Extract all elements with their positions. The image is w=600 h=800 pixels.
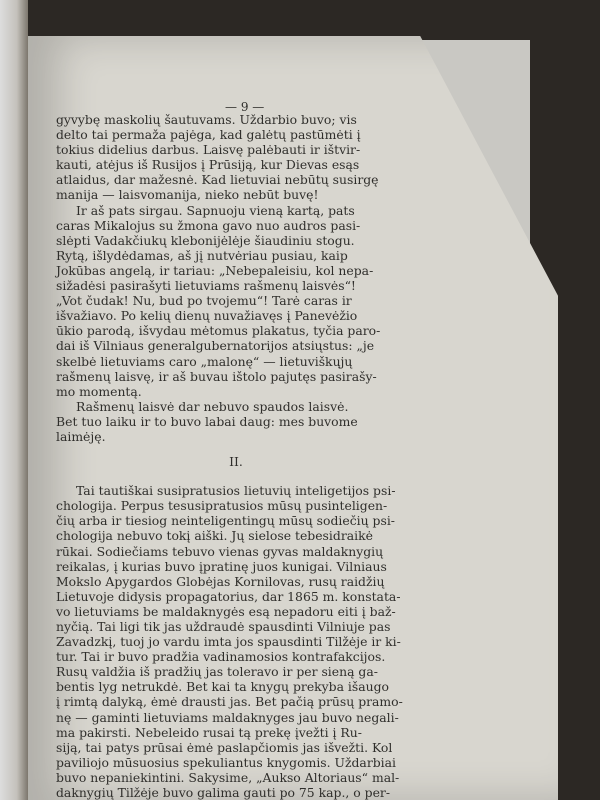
- text-line: Lietuvoje didysis propagatorius, dar 1865 m. konstata-: [56, 588, 401, 604]
- page-number: — 9 —: [225, 100, 265, 114]
- text-line: išvažiavo. Po kelių dienų nuvažiavęs į Panevėžio: [56, 308, 358, 324]
- text-line: manija — laisvomanija, nieko nebūt buvę!: [56, 187, 319, 203]
- paragraph-4: [56, 483, 416, 800]
- text-line: siją, tai patys prūsai ėmė paslapčiomis jas išvežti. Kol: [56, 739, 393, 755]
- text-line: caras Mikalojus su žmona gavo nuo audros pasi-: [56, 217, 361, 233]
- text-line: Bet tuo laiku ir to buvo labai daug: mes buvome: [56, 413, 358, 429]
- text-line: delto tai permaža pajėga, kad galėtų pastūmėti į: [56, 127, 361, 143]
- text-line: ma pakirsti. Nebeleido rusai tą prekę įvežti į Ru-: [56, 724, 362, 740]
- text-line: tur. Tai ir buvo pradžia vadinamosios kontrafakcijos.: [56, 649, 386, 665]
- text-line: sižadėsi pasirašyti lietuviams rašmenų laisvės“!: [56, 278, 356, 294]
- text-line: nę — gaminti lietuviams maldaknyges jau buvo negali-: [56, 709, 399, 725]
- text-line: dai iš Vilniaus generalgubernatorijos atsiųstus: „je: [56, 338, 375, 354]
- section-heading: II.: [229, 454, 243, 470]
- text-line: į rimtą dalyką, ėmė drausti jas. Bet pačią prūsų pramo-: [56, 694, 403, 710]
- text-line: Zavadzkį, tuoj jo vardu imta jos spausdinti Tilžėje ir ki-: [56, 634, 401, 650]
- book-binding-edge: [0, 0, 28, 800]
- page-text: [56, 96, 416, 800]
- text-line: slėpti Vadakčiukų klebonijėlėje šiaudiniu stogu.: [56, 232, 355, 248]
- text-line: chologija nebuvo tokį aiški. Jų sielose tebesidraikė: [56, 528, 373, 544]
- text-line: rašmenų laisvę, ir aš buvau ištolo pajutęs pasirašy-: [56, 368, 377, 384]
- text-line: vo lietuviams be maldaknygės esą nepadoru eiti į baž-: [56, 603, 396, 619]
- text-line: chologija. Perpus tesusipratusios mūsų pusinteligen-: [56, 498, 388, 514]
- paragraph-3: [56, 399, 416, 444]
- text-line: skelbė lietuviams caro „malonę“ — lietuviškųjų: [56, 353, 353, 369]
- text-line: tokius didelius darbus. Laisvę palėbauti ir ištvir-: [56, 142, 361, 158]
- text-line: Rytą, išlydėdamas, aš jį nutvėriau pusiau, kaip: [56, 247, 348, 263]
- text-line: rūkai. Sodiečiams tebuvo vienas gyvas maldaknygių: [56, 543, 384, 559]
- text-line: „Vot čudak! Nu, bud po tvojemu“! Tarė caras ir: [56, 293, 352, 309]
- text-line: gyvybę maskolių šautuvams. Uždarbio buvo; vis: [56, 112, 357, 127]
- text-line: Rusų valdžia iš pradžių jas toleravo ir per sieną ga-: [56, 664, 378, 680]
- paragraph-2: [56, 203, 416, 399]
- text-line: Rašmenų laisvė dar nebuvo spaudos laisvė.: [76, 398, 349, 414]
- paragraph-1: [56, 112, 416, 203]
- text-line: kauti, atėjus iš Rusijos į Prūsiją, kur Dievas esąs: [56, 157, 360, 173]
- text-line: bentis lyg netrukdė. Bet kai ta knygų prekyba išaugo: [56, 679, 389, 695]
- text-line: paviliojo mūsuosius spekuliantus knygomis. Uždarbiai: [56, 754, 396, 770]
- text-line: Jokūbas angelą, ir tariau: „Nebepaleisiu, kol nepa-: [56, 262, 374, 278]
- text-line: nyčią. Tai ligi tik jas uždraudė spausdinti Vilniuje pas: [56, 619, 391, 634]
- text-line: reikalas, į kurias buvo įpratinę juos kunigai. Vilniaus: [56, 558, 387, 574]
- text-line: daknygių Tilžėje buvo galima gauti po 75 kap., o per-: [56, 785, 391, 800]
- text-line: čių arba ir tiesiog neinteligentingų mūsų sodiečių psi-: [56, 513, 395, 529]
- text-line: Mokslo Apygardos Globėjas Kornilovas, rusų raidžių: [56, 573, 385, 589]
- text-line: ūkio parodą, išvydau mėtomus plakatus, tyčia paro-: [56, 323, 381, 339]
- text-line: Tai tautiškai susipratusios lietuvių inteligetijos psi-: [76, 483, 396, 499]
- text-line: mo momentą.: [56, 383, 142, 399]
- text-line: Ir aš pats sirgau. Sapnuoju vieną kartą, pats: [76, 202, 355, 218]
- text-line: buvo nepaniekintini. Sakysime, „Aukso Altoriaus“ mal-: [56, 769, 400, 785]
- text-line: atlaidus, dar mažesnė. Kad lietuviai nebūtų susirgę: [56, 172, 379, 188]
- text-line: laimėję.: [56, 428, 106, 444]
